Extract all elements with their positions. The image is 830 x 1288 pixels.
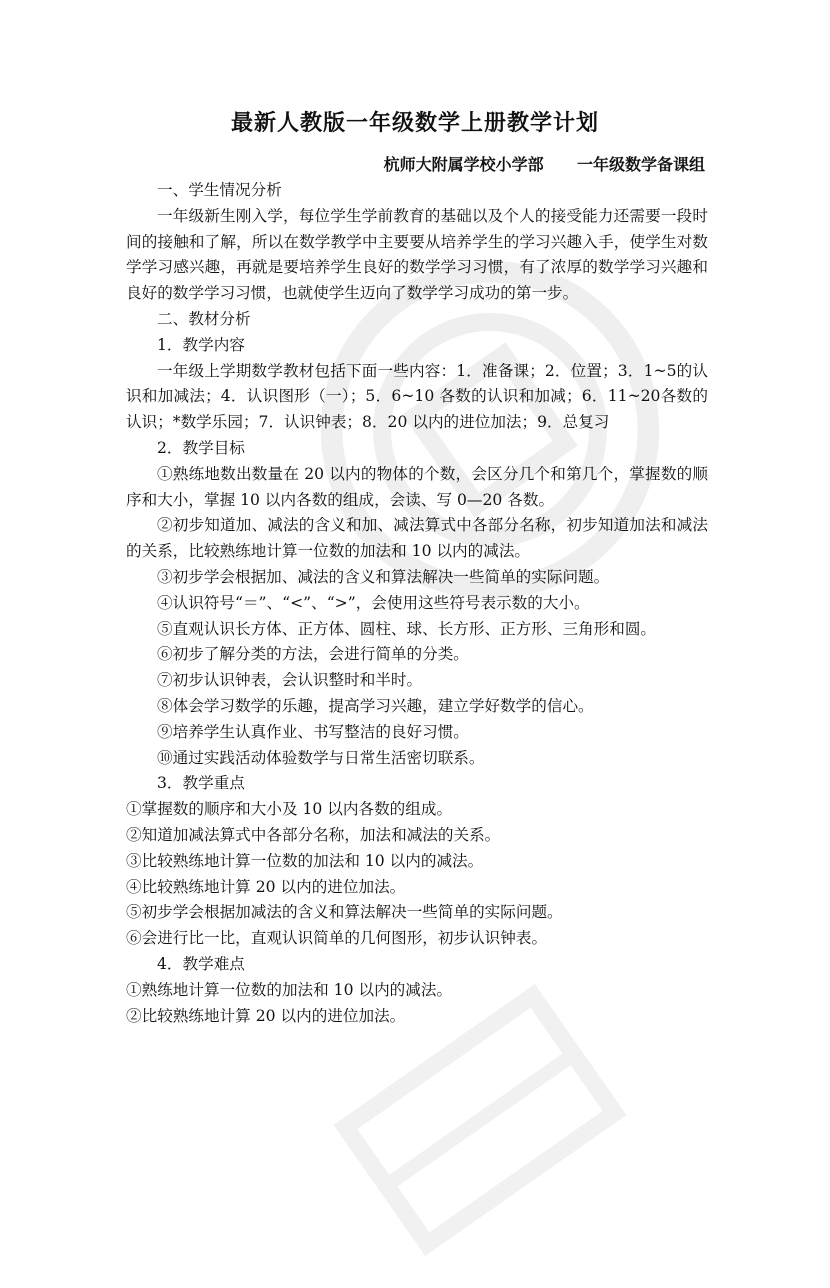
difficulty-item: ②比较熟练地计算 20 以内的进位加法。: [126, 1006, 406, 1025]
key-point-item: ①掌握数的顺序和大小及 10 以内各数的组成。: [126, 800, 453, 819]
goal-item: ⑧体会学习数学的乐趣，提高学习兴趣，建立学好数学的信心。: [157, 696, 594, 715]
goal-item: ⑤直观认识长方体、正方体、圆柱、球、长方形、正方形、三角形和圆。: [157, 619, 657, 638]
document-body: [126, 178, 708, 1029]
goal-item: ⑦初步认识钟表，会认识整时和半时。: [157, 671, 423, 690]
key-point-item: ⑤初步学会根据加减法的含义和算法解决一些简单的实际问题。: [126, 903, 563, 922]
subheading-difficulties: 4．教学难点: [157, 954, 245, 973]
goal-item: ③初步学会根据加、减法的含义和算法解决一些简单的实际问题。: [157, 567, 610, 586]
subheading-teaching-goals: 2．教学目标: [157, 438, 245, 457]
paragraph-teaching-content: 一年级上学期数学教材包括下面一些内容：1．准备课；2．位置；3．1~5的认识和加减法；4．认识图形（一）；5．6~10 各数的认识和加减；6．11~20各数的认识；*数学乐园；7．认识钟表；8．20 以内的进位加法；9．总复习: [126, 361, 708, 432]
section-heading-textbook-analysis: 二、教材分析: [157, 309, 251, 328]
goal-item: ⑥初步了解分类的方法，会进行简单的分类。: [157, 645, 469, 664]
goal-item: ④认识符号“＝”、“<”、“>”，会使用这些符号表示数的大小。: [157, 593, 590, 612]
document-title: 最新人教版一年级数学上册教学计划: [230, 110, 599, 136]
goal-item: ⑨培养学生认真作业、书写整洁的良好习惯。: [157, 722, 469, 741]
section-heading-student-analysis: 一、学生情况分析: [157, 181, 282, 199]
difficulty-item: ①熟练地计算一位数的加法和 10 以内的减法。: [126, 980, 453, 999]
key-point-item: ④比较熟练地计算 20 以内的进位加法。: [126, 877, 406, 896]
subheading-key-points: 3．教学重点: [157, 774, 245, 793]
subheading-teaching-content: 1．教学内容: [157, 335, 245, 354]
key-point-item: ③比较熟练地计算一位数的加法和 10 以内的减法。: [126, 851, 484, 870]
key-point-item: ②知道加减法算式中各部分名称，加法和减法的关系。: [126, 825, 501, 844]
document-subtitle: 杭师大附属学校小学部 一年级数学备课组: [383, 155, 705, 174]
goal-item: ⑩通过实践活动体验数学与日常生活密切联系。: [157, 748, 485, 767]
paragraph-student-analysis: 一年级新生刚入学，每位学生学前教育的基础以及个人的接受能力还需要一段时间的接触和了解，所以在数学教学中主要要从培养学生的学习兴趣入手，使学生对数学学习感兴趣，再就是要培养学生良好的数学学习习惯，有了浓厚的数学学习兴趣和良好的数学学习习惯，也就使学生迈向了数学学习成功的第一步。: [126, 206, 708, 303]
goal-item: ①熟练地数出数量在 20 以内的物体的个数，会区分几个和第几个，掌握数的顺序和大小，掌握 10 以内各数的组成，会读、写 0—20 各数。: [126, 464, 708, 509]
goal-item: ②初步知道加、减法的含义和加、减法算式中各部分名称，初步知道加法和减法的关系，比较熟练地计算一位数的加法和 10 以内的减法。: [126, 516, 708, 561]
key-point-item: ⑥会进行比一比，直观认识简单的几何图形，初步认识钟表。: [126, 929, 548, 948]
